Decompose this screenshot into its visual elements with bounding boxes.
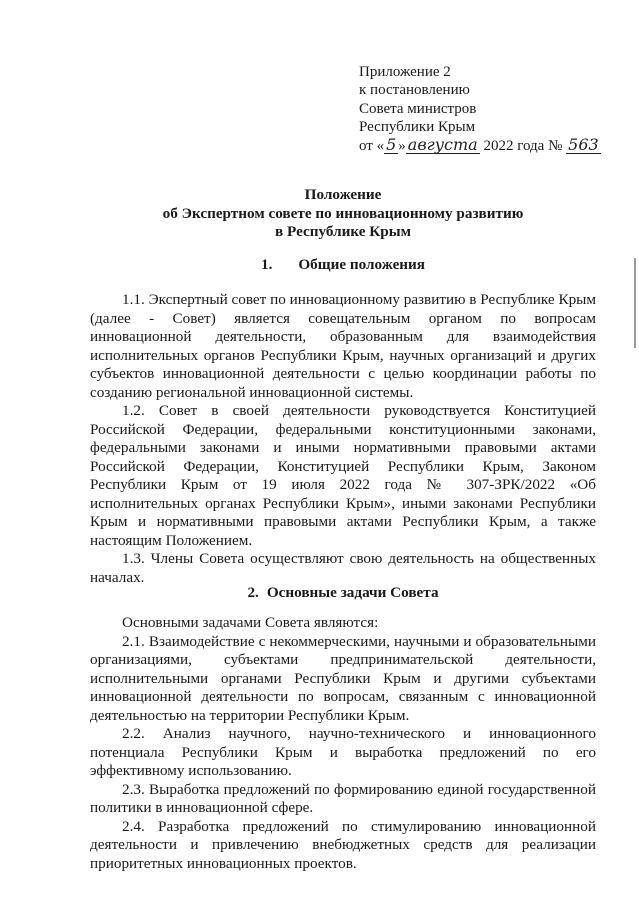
section-number: 1. xyxy=(260,256,273,273)
paragraph-2-1: 2.1. Взаимодействие с некоммерческими, научными и образовательными организациями, субъектами предпринимательской деятельности, исполнительными органами Республики Крым и другими субъектами инновационной деятельности по вопросам, связанным с инновационной деятельностью на территории Республики Крым. xyxy=(90,632,596,724)
date-year: 2022 года xyxy=(483,137,545,154)
date-prefix: от « xyxy=(359,137,385,154)
section-1-body xyxy=(90,291,596,587)
paragraph-1-1: 1.1. Экспертный совет по инновационному развитию в Республике Крым (далее - Совет) является совещательным органом по вопросам инновационной деятельности, образованным для взаимодействия исполнительных органов Республики Крым, научных организаций и других субъектов инновационной деятельности с целью координации работы по созданию региональной инновационной системы. xyxy=(90,291,596,401)
handwritten-number: 563 xyxy=(568,134,599,154)
number-prefix: № xyxy=(548,137,563,154)
section-2-heading xyxy=(90,584,596,603)
paragraph-2-3: 2.3. Выработка предложений по формированию единой государственной политики в инновационной сфере. xyxy=(90,780,596,816)
section-number: 2. xyxy=(247,584,259,601)
section-title: Общие положения xyxy=(298,256,426,273)
approval-date-line xyxy=(359,134,609,155)
scan-edge-mark xyxy=(634,258,636,348)
date-mid: » xyxy=(398,137,406,154)
approval-line: Республики Крым xyxy=(359,119,476,136)
section-2-body xyxy=(90,614,596,873)
paragraph-2-2: 2.2. Анализ научного, научно-технического и инновационного потенциала Республики Крым и выработка предложений по его эффективному использованию. xyxy=(90,725,596,779)
approval-line: к постановлению xyxy=(359,82,470,99)
title-line: в Республике Крым xyxy=(275,223,411,240)
paragraph-1-2: 1.2. Совет в своей деятельности руководствуется Конституцией Российской Федерации, федеральными конституционными законами, федеральными законами и иными нормативными правовыми актами Российской Федерации, Конституцией Республики Крым, Законом Республики Крым от 19 июля 2022 года № 307-ЗРК/2022 «Об исполнительных органах Республики Крым», иными законами Республики Крым и нормативными правовыми актами Республики Крым, а также настоящим Положением. xyxy=(90,402,596,549)
section-1-heading xyxy=(90,256,596,275)
approval-block xyxy=(359,63,609,155)
section-title: Основные задачи Совета xyxy=(266,584,439,601)
approval-line: Приложение 2 xyxy=(359,64,451,80)
title-line: об Экспертном совете по инновационному развитию xyxy=(162,204,524,222)
paragraph-1-3: 1.3. Члены Совета осуществляют свою деятельность на общественных началах. xyxy=(90,550,596,586)
title-line: Положение xyxy=(304,186,382,203)
handwritten-month: августа xyxy=(407,134,478,154)
section-2-intro: Основными задачами Совета являются: xyxy=(122,614,379,631)
document-title xyxy=(90,186,596,242)
paragraph-2-4: 2.4. Разработка предложений по стимулированию инновационной деятельности и привлечению внебюджетных средств для реализации приоритетных инновационных проектов. xyxy=(90,817,596,872)
handwritten-day: 5 xyxy=(386,134,397,154)
approval-line: Совета министров xyxy=(359,100,477,117)
